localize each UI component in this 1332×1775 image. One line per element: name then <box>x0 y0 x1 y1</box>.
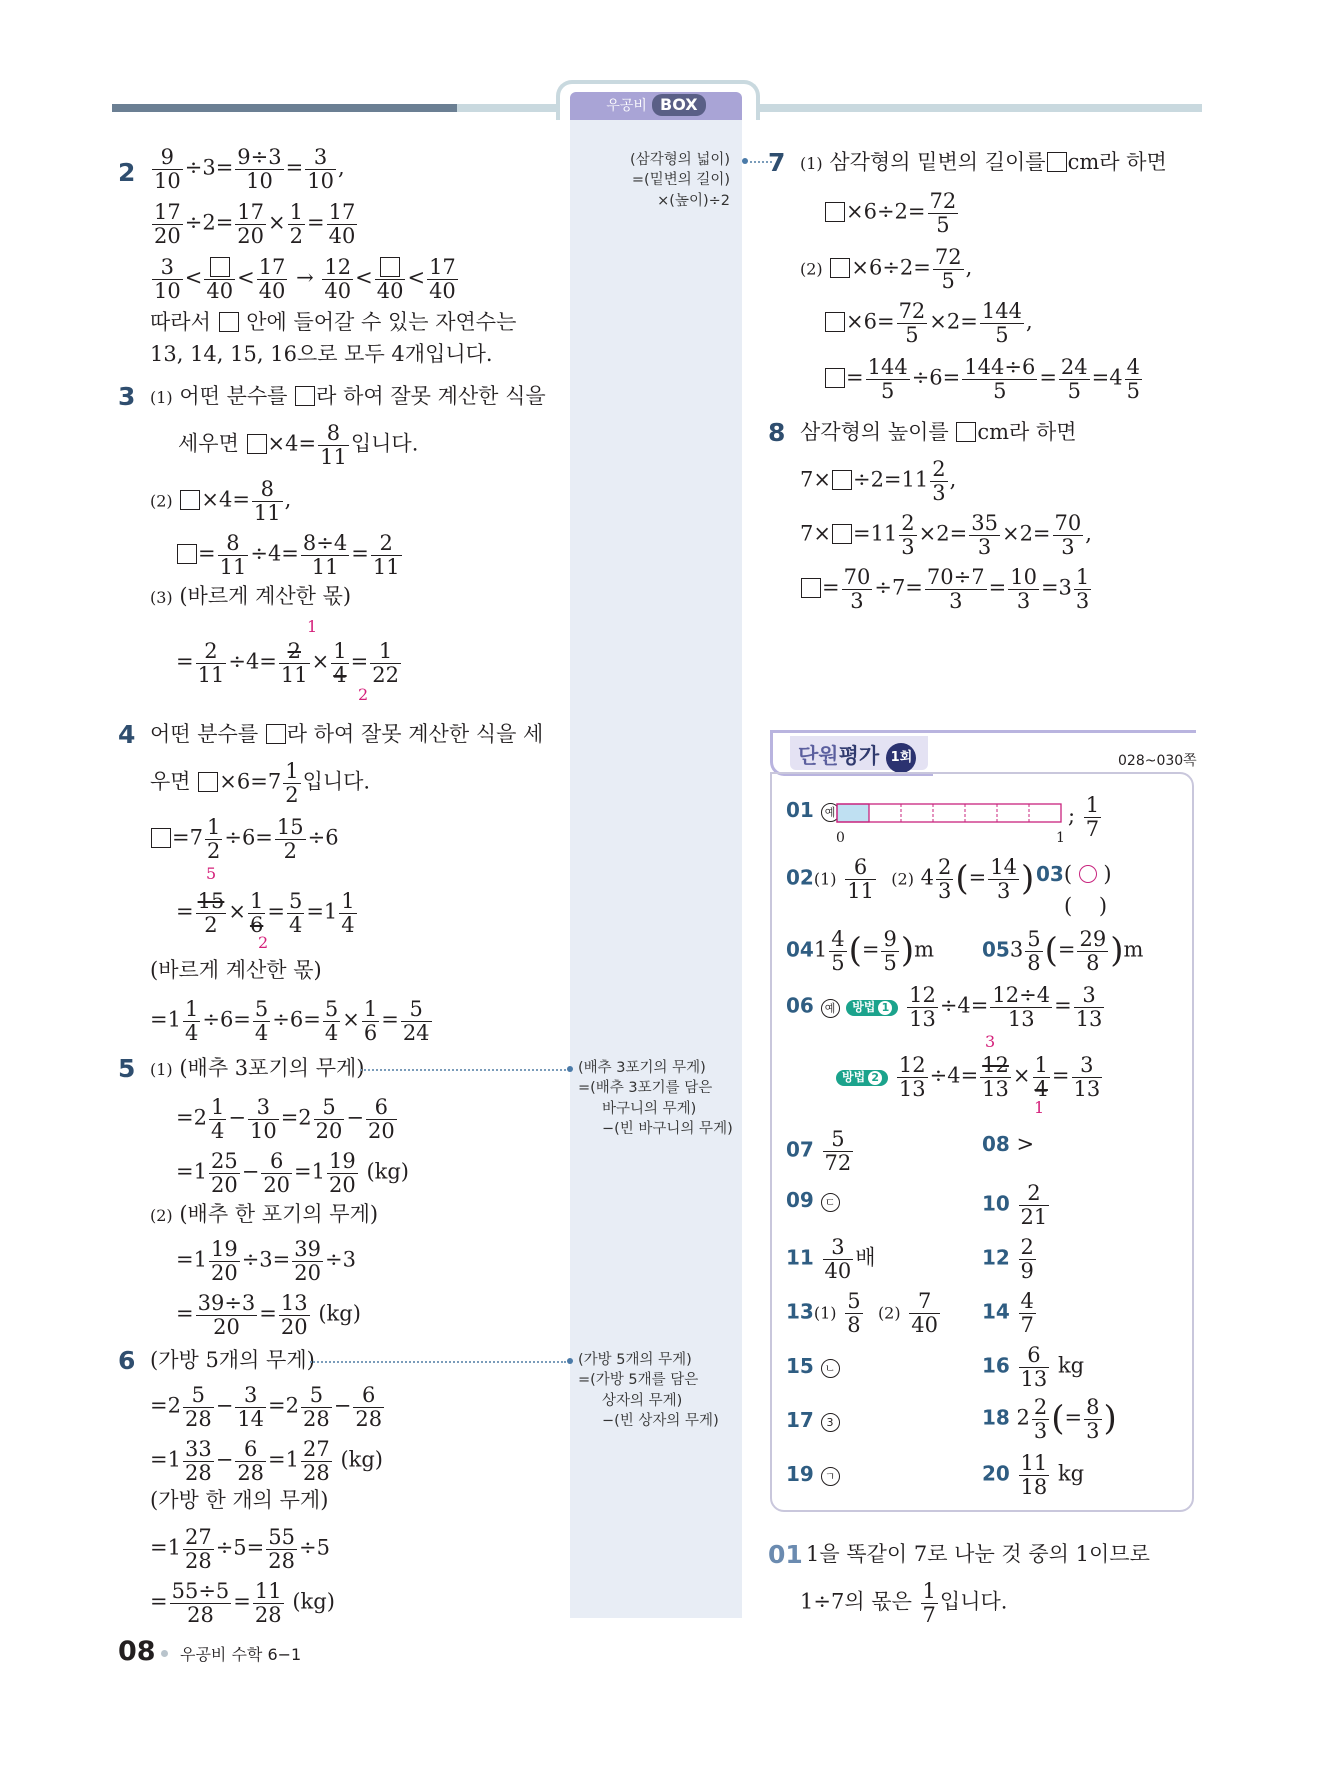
p4-eq3: =1 $\frac{1}{4}$ ÷6= $\frac{5}{4}$ ÷6= $\frac{5}{4}$ × $\frac{1}{6}$ = $\frac{5}{24}$ <box>150 997 430 1045</box>
problem-5-number: 5 <box>118 1054 136 1083</box>
p8-eq1: 7× ÷2=11 $\frac{2}{3}$ , <box>800 457 957 505</box>
problem-8-number: 8 <box>768 418 786 447</box>
answer-10: 10 $\frac{2}{21}$ <box>982 1181 1048 1229</box>
answer-17: 17 3 <box>786 1410 840 1432</box>
p3-text2: 세우면 ×4= $\frac{8}{11}$ 입니다. <box>178 421 419 469</box>
answer-03: 03( ) <box>1036 862 1112 886</box>
answer-02: 02(1) $\frac{6}{11}$ (2) 4 $\frac{2}{3}$ (= $\frac{14}{3}$ ) <box>786 855 1035 903</box>
p5-leader-dot <box>567 1066 573 1072</box>
p4-text2: 우면 ×6=7 $\frac{1}{2}$ 입니다. <box>150 759 371 807</box>
eval-title: 단원평가 1회 <box>798 740 916 773</box>
p2-eq2: $\frac{17}{20}$ ÷2= $\frac{17}{20}$ × $\frac{1}{2}$ = $\frac{17}{40}$ <box>154 200 356 248</box>
answer-07: 07 $\frac{5}{72}$ <box>786 1127 852 1175</box>
way-1-badge: 방법 1 <box>846 1000 898 1016</box>
sidebar-note-cabbage: (배추 3포기의 무게) =(배추 3포기를 담은 바구니의 무게) −(빈 바구니의 무게) <box>578 1060 733 1137</box>
p3-sub3: (3) (바르게 계산한 몫) <box>150 584 352 608</box>
problem-7-number: 7 <box>768 148 786 177</box>
sidebar-note-bag: (가방 5개의 무게) =(가방 5개를 담은 상자의 무게) −(빈 상자의 무게) <box>578 1352 719 1429</box>
answer-05: 053 $\frac{5}{8}$ (= $\frac{29}{8}$ )m <box>982 927 1144 975</box>
strip-label-0: 0 <box>836 830 845 846</box>
p6-eq2: =1 $\frac{33}{28}$ − $\frac{6}{28}$ =1 $\frac{27}{28}$ (kg) <box>150 1437 383 1485</box>
p6-eq1: =2 $\frac{5}{28}$ − $\frac{3}{14}$ =2 $\frac{5}{28}$ − $\frac{6}{28}$ <box>150 1383 383 1431</box>
box-word: BOX <box>652 94 706 116</box>
p4-text1: 어떤 분수를 라 하여 잘못 계산한 식을 세 <box>150 722 544 746</box>
p2-eq3: $\frac{3}{10}$ < 40 < $\frac{17}{40}$ → $\frac{12}{40}$ < 40 < $\frac{17}{40}$ <box>154 255 456 303</box>
eval-pages: 028~030쪽 <box>1118 753 1197 769</box>
p5-eq4: = $\frac{39\div 3}{20}$ = $\frac{13}{20}$ (kg) <box>176 1291 361 1339</box>
p4-eq1: =7 $\frac{1}{2}$ ÷6= $\frac{15}{2}$ ÷6 <box>150 816 339 862</box>
p2-text1: 따라서 안에 들어갈 수 있는 자연수는 <box>150 310 517 334</box>
answer-16: 16 $\frac{6}{13}$ kg <box>982 1343 1085 1391</box>
header-bar-dark <box>112 104 457 112</box>
p7-eq3: ×6= $\frac{72}{5}$ ×2= $\frac{144}{5}$ , <box>824 300 1033 346</box>
p3-cancel-top: 1 <box>307 617 318 636</box>
p6-leader-dot <box>567 1358 573 1364</box>
problem-3-number: 3 <box>118 382 136 411</box>
p5-sub2: (2) (배추 한 포기의 무게) <box>150 1202 379 1226</box>
page-number: 08 <box>118 1636 156 1667</box>
strip-shaded <box>837 804 869 822</box>
p5-eq3: =1 $\frac{19}{20}$ ÷3= $\frac{39}{20}$ ÷3 <box>176 1237 356 1285</box>
p3-cancel-bottom: 2 <box>358 685 369 704</box>
p6-eq4: = $\frac{55\div 5}{28}$ = $\frac{11}{28}$ (kg) <box>150 1579 335 1627</box>
answer-04: 041 $\frac{4}{5}$ (= $\frac{9}{5}$ )m <box>786 927 935 975</box>
a06-cancel-bottom: 1 <box>1034 1098 1045 1117</box>
answer-08: 08 > <box>982 1132 1035 1156</box>
p7-eq2: (2) ×6÷2= $\frac{72}{5}$ , <box>800 245 973 293</box>
p3-text1: (1) 어떤 분수를 라 하여 잘못 계산한 식을 <box>150 384 546 408</box>
answer-09: 09 ㄷ <box>786 1190 840 1212</box>
p7-leader-dot <box>742 158 748 164</box>
problem-4-number: 4 <box>118 720 136 749</box>
p8-eq2: 7× =11 $\frac{2}{3}$ ×2= $\frac{35}{3}$ ×2= $\frac{70}{3}$ , <box>800 511 1092 559</box>
problem-2-number: 2 <box>118 158 136 187</box>
answer-01: 01 예 <box>786 800 840 822</box>
p5-eq1: =2 $\frac{1}{4}$ − $\frac{3}{10}$ =2 $\frac{5}{20}$ − $\frac{6}{20}$ <box>176 1095 395 1143</box>
p3-eq3: = $\frac{8}{11}$ ÷4= $\frac{8\div 4}{11}$ = $\frac{2}{11}$ <box>176 532 404 578</box>
sidebar-note-triangle: (삼각형의 넓이) =(밑변의 길이) ×(높이)÷2 <box>630 152 730 209</box>
answer-19: 19 ㄱ <box>786 1464 840 1486</box>
p7-eq1: ×6÷2= $\frac{72}{5}$ <box>824 190 960 236</box>
p5-leader-line <box>360 1069 566 1071</box>
answer-01-strip <box>836 796 1066 848</box>
p7-text1: (1) 삼각형의 밑변의 길이를 cm라 하면 <box>800 150 1167 174</box>
answer-18: 18 2 $\frac{2}{3}$ (= $\frac{8}{3}$ ) <box>982 1395 1117 1443</box>
answer-06-way1: 06 예 방법 1 $\frac{12}{13}$ ÷4= $\frac{12\div 4}{13}$ = $\frac{3}{13}$ <box>786 983 1103 1031</box>
answer-06-way2: 방법 2 $\frac{12}{13}$ ÷4= $\frac{12}{13}$ × $\frac{1}{4}$ = $\frac{3}{13}$ <box>836 1054 1104 1100</box>
answer-14: 14 $\frac{4}{7}$ <box>982 1289 1034 1337</box>
p6-eq3: =1 $\frac{27}{28}$ ÷5= $\frac{55}{28}$ ÷5 <box>150 1525 330 1573</box>
p4-eq2: = $\frac{15}{2}$ × $\frac{1}{6}$ = $\frac{5}{4}$ =1 $\frac{1}{4}$ <box>176 889 355 937</box>
explanation-01-line1: 1을 똑같이 7로 나눈 것 중의 1이므로 <box>806 1542 1150 1566</box>
answer-13: 13(1) $\frac{5}{8}$ (2) $\frac{7}{40}$ <box>786 1289 939 1337</box>
a06-cancel-top: 3 <box>985 1032 996 1051</box>
p6-leader-line <box>310 1361 566 1363</box>
box-prefix: 우공비 <box>606 98 647 114</box>
problem-6-number: 6 <box>118 1346 136 1375</box>
p4-cancel-top: 5 <box>206 864 217 883</box>
p4-sub: (바르게 계산한 몫) <box>150 958 322 982</box>
p4-cancel-bottom: 2 <box>258 933 269 952</box>
p6-sub2: (가방 한 개의 무게) <box>150 1488 329 1512</box>
answer-03-second: ( ) <box>1064 894 1108 918</box>
p8-text1: 삼각형의 높이를 cm라 하면 <box>800 420 1077 444</box>
p2-eq1: $\frac{9}{10}$ ÷3= $\frac{9\div 3}{10}$ = $\frac{3}{10}$ , <box>154 145 345 193</box>
box-label <box>570 92 742 120</box>
p6-sub1: (가방 5개의 무게) <box>150 1348 315 1372</box>
explanation-01-line2: 1÷7의 몫은 $\frac{1}{7}$ 입니다. <box>800 1579 1008 1627</box>
p2-text2: 13, 14, 15, 16으로 모두 4개입니다. <box>150 342 493 366</box>
p7-eq4: = $\frac{144}{5}$ ÷6= $\frac{144\div 6}{5}$ = $\frac{24}{5}$ =4 $\frac{4}{5}$ <box>824 356 1144 402</box>
p5-sub1: (1) (배추 3포기의 무게) <box>150 1056 365 1080</box>
answer-15: 15 ㄴ <box>786 1356 840 1378</box>
eval-round-badge: 1회 <box>886 743 916 773</box>
footer-book-title: 우공비 수학 6−1 <box>180 1645 302 1664</box>
p3-eq2: (2) ×4= $\frac{8}{11}$ , <box>150 477 292 525</box>
answer-12: 12 $\frac{2}{9}$ <box>982 1235 1034 1283</box>
p3-eq4: = $\frac{2}{11}$ ÷4= $\frac{2}{11}$ × $\frac{1}{4}$ = $\frac{1}{22}$ <box>176 639 399 687</box>
footer-dot <box>161 1650 168 1657</box>
way-2-badge: 방법 2 <box>836 1070 888 1086</box>
answer-11: 11 $\frac{3}{40}$ 배 <box>786 1235 876 1283</box>
explanation-01-number: 01 <box>768 1540 803 1569</box>
strip-outline <box>837 804 1061 822</box>
p5-eq2: =1 $\frac{25}{20}$ − $\frac{6}{20}$ =1 $\frac{19}{20}$ (kg) <box>176 1149 409 1197</box>
answer-20: 20 $\frac{11}{18}$ kg <box>982 1451 1085 1499</box>
p8-eq3: = $\frac{70}{3}$ ÷7= $\frac{70\div 7}{3}$ = $\frac{10}{3}$ =3 $\frac{1}{3}$ <box>800 566 1093 612</box>
answer-01-value: ; $\frac{1}{7}$ <box>1068 793 1100 841</box>
strip-label-1: 1 <box>1056 830 1065 846</box>
